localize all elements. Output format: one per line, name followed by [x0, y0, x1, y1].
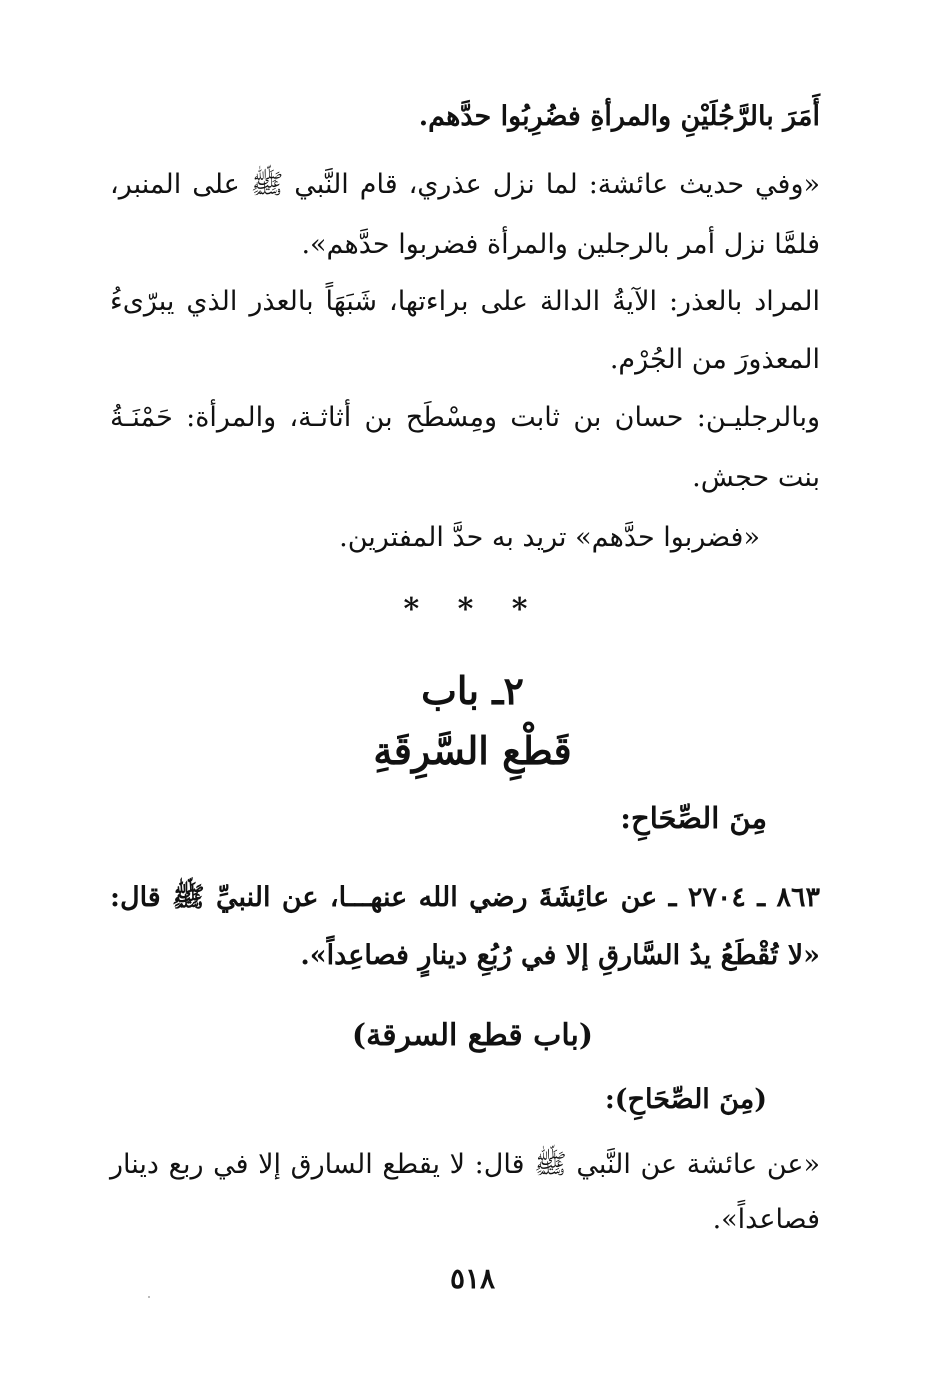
commentary-line-2: فصاعداً».	[712, 1204, 820, 1235]
min-sihah-heading: مِنَ الصِّحَاحِ:	[620, 801, 767, 835]
text-line-4: المراد بالعذر: الآيةُ الدالة على براءتها، شَبَهَاً بالعذر الذي يبرّىءُ	[110, 286, 820, 317]
scan-speck	[148, 1296, 150, 1298]
commentary-line-1: «عن عائشة عن النَّبي ﷺ قال: لا يقطع السارق إلا في ربع دينار	[110, 1149, 820, 1180]
chapter-title: قَطْعِ السَّرِقَةِ	[373, 728, 572, 773]
section-separator: * * *	[403, 592, 542, 627]
text-line-8: «فضربوا حدَّهم» تريد به حدَّ المفترين.	[339, 522, 760, 553]
text-line-2: «وفي حديث عائشة: لما نزل عذري، قام النَّبي ﷺ على المنبر،	[110, 169, 820, 200]
text-line-6: وبالرجليـن: حسان بن ثابت ومِسْطَح بن أثاثـة، والمرأة: حَمْنَـةُ	[110, 402, 820, 433]
text-line-7: بنت حجش.	[692, 462, 820, 493]
page-number: ٥١٨	[449, 1262, 496, 1295]
hadith-line-2: «لا تُقْطَعُ يدُ السَّارقِ إلا في رُبُعِ دينارٍ فصاعِداً».	[300, 940, 820, 971]
text-line-1: أَمَرَ بالرَّجُلَيْنِ والمرأةِ فضُرِبُوا حدَّهم.	[418, 101, 820, 132]
chapter-number: ٢ـ باب	[421, 668, 524, 713]
hadith-line-1: ٨٦٣ ـ ٢٧٠٤ ـ عن عائِشَةَ رضي الله عنهـــا، عن النبيِّ ﷺ قال:	[110, 882, 820, 913]
commentary-heading: (باب قطع السرقة)	[351, 1018, 594, 1053]
commentary-min-sihah: (مِنَ الصِّحَاحِ):	[604, 1084, 767, 1115]
text-line-5: المعذورَ من الجُرْم.	[609, 344, 820, 375]
text-line-3: فلمَّا نزل أمر بالرجلين والمرأة فضربوا حدَّهم».	[301, 229, 820, 260]
